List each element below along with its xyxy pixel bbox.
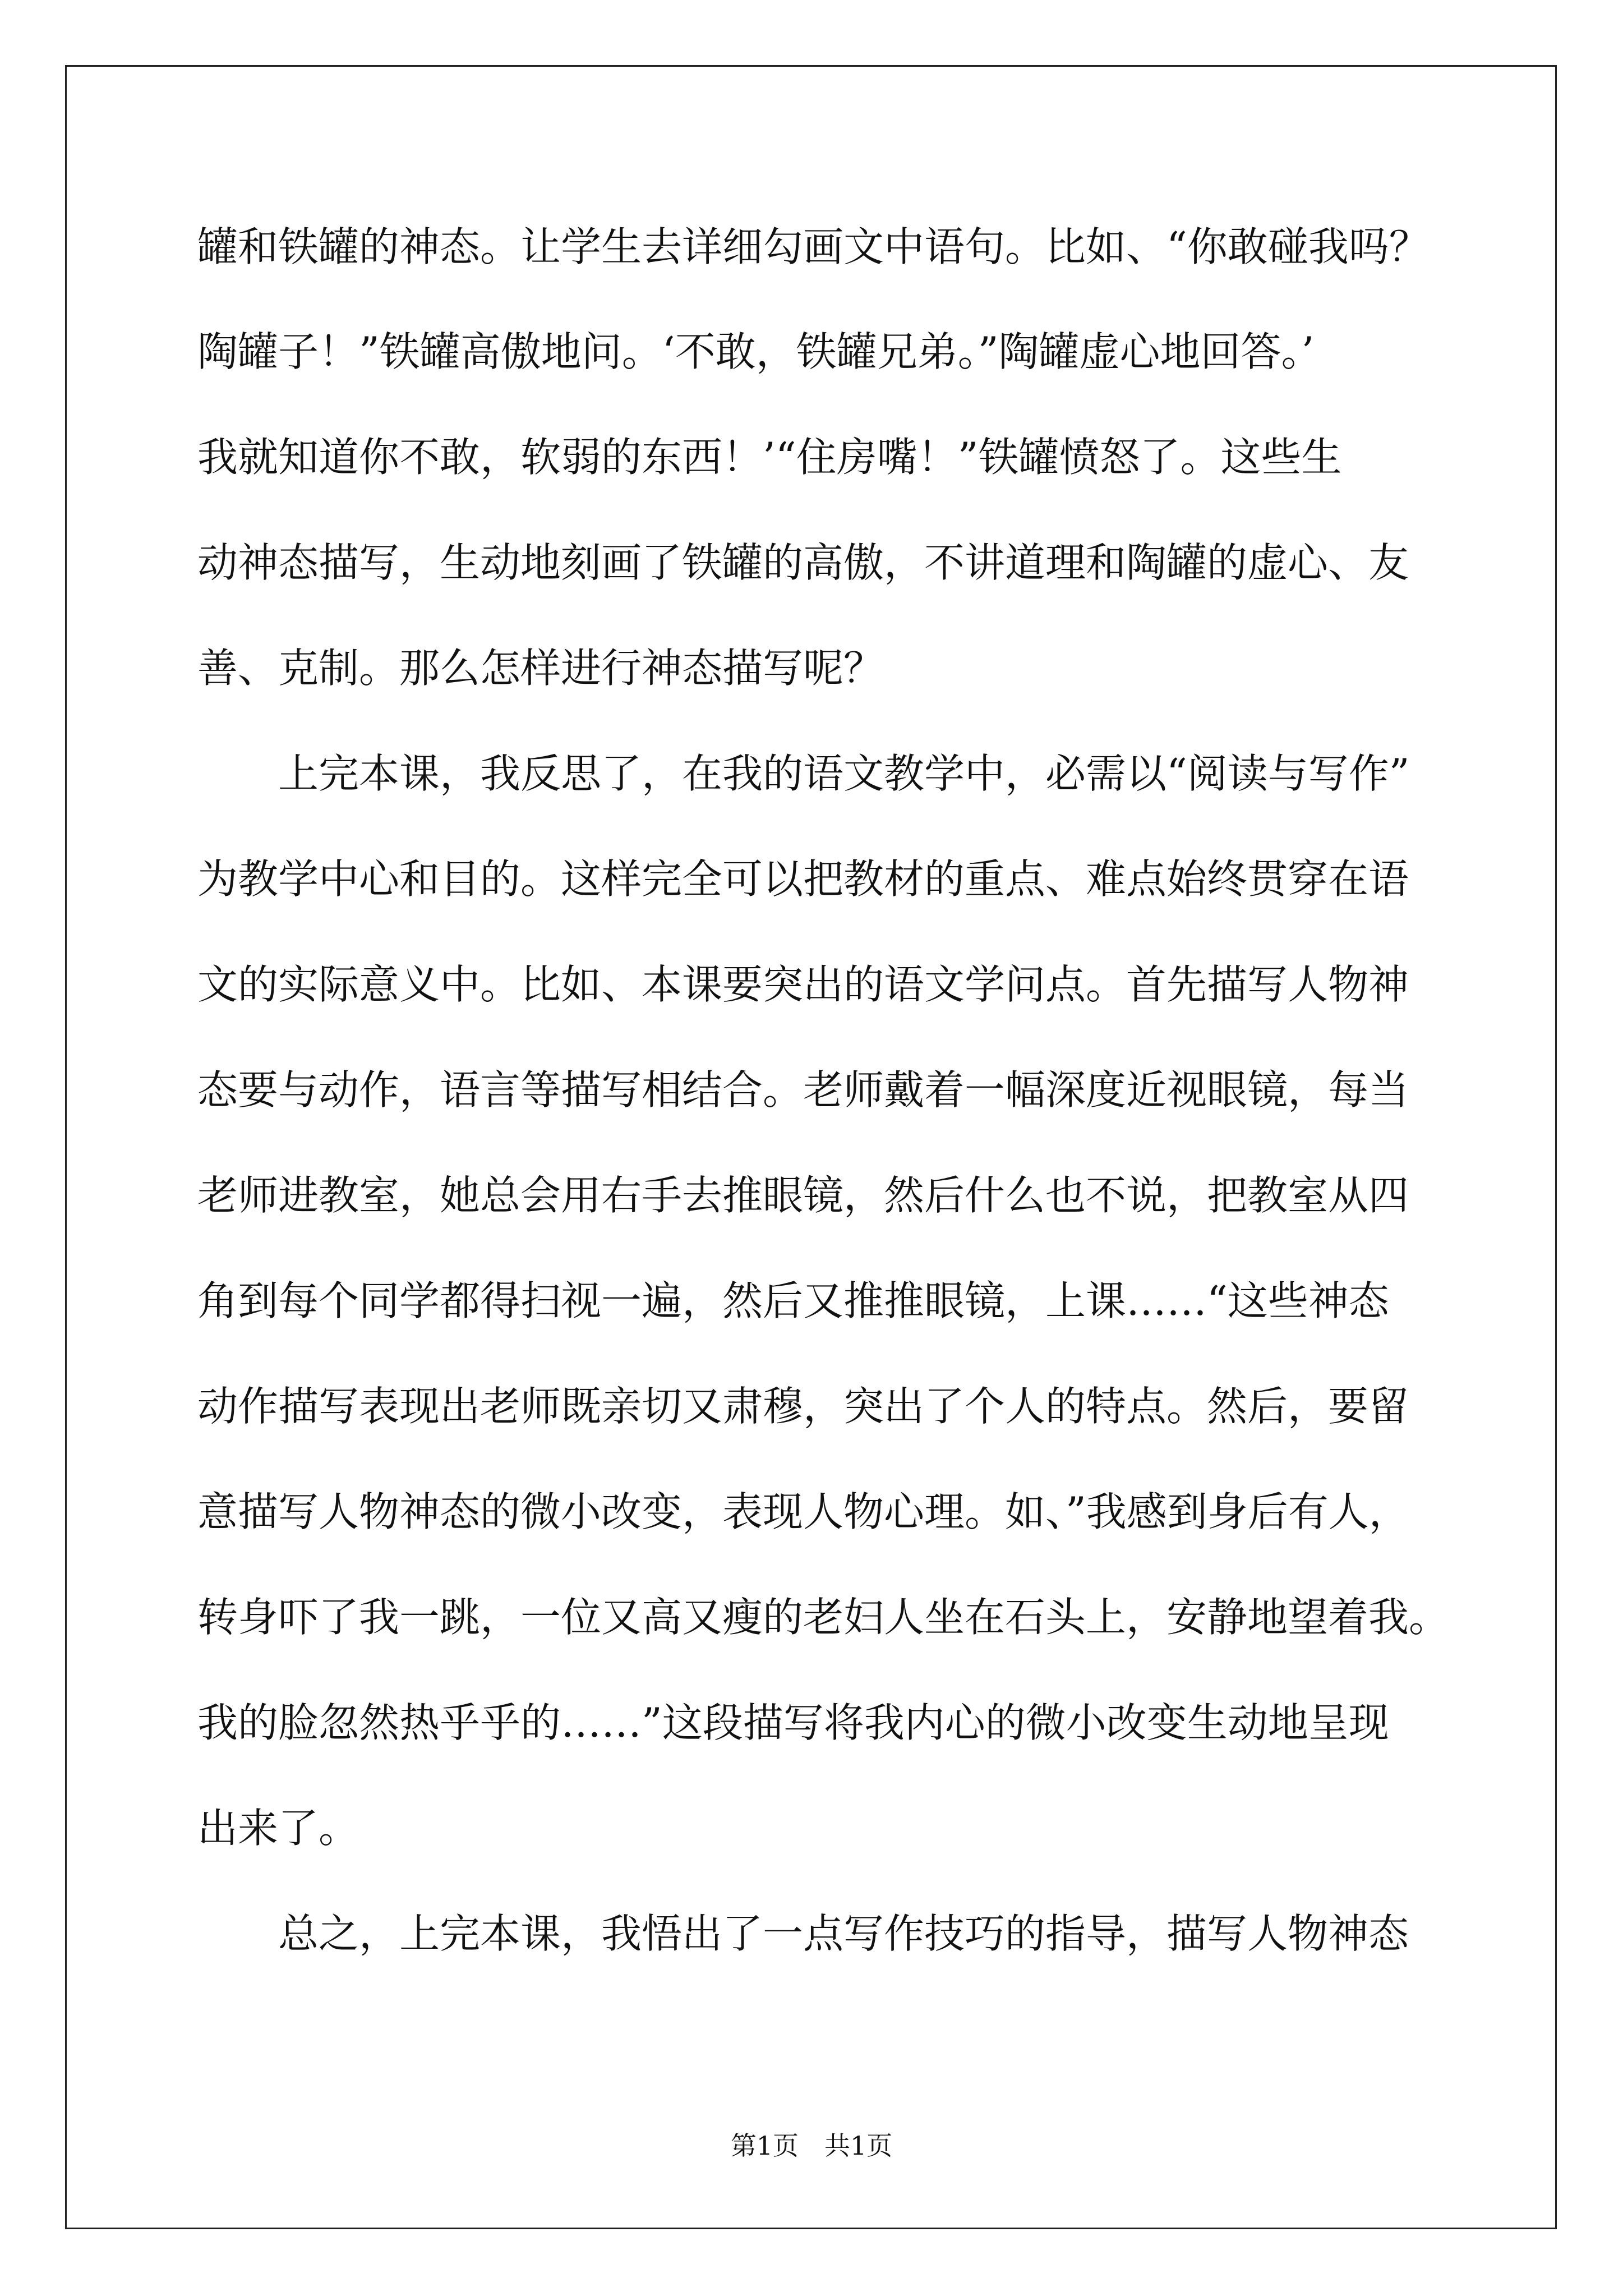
- text-line: 陶罐子！”铁罐高傲地问。‘不敢，铁罐兄弟。”陶罐虚心地回答。’: [197, 328, 1315, 375]
- text-line: 我就知道你不敢，软弱的东西！’“住房嘴！”铁罐愤怒了。这些生: [197, 434, 1342, 481]
- text-line: 善、克制。那么怎样进行神态描写呢？: [197, 645, 884, 692]
- text-line: 出来了。: [197, 1805, 359, 1852]
- text-line: 上完本课，我反思了，在我的语文教学中，必需以“阅读与写作”: [197, 750, 1410, 797]
- text-line: 动神态描写，生动地刻画了铁罐的高傲，不讲道理和陶罐的虚心、友: [197, 539, 1409, 586]
- text-line: 罐和铁罐的神态。让学生去详细勾画文中语句。比如、“你敢碰我吗？: [197, 223, 1430, 270]
- text-line: 老师进教室，她总会用右手去推眼镜，然后什么也不说，把教室从四: [197, 1172, 1409, 1219]
- text-line: 为教学中心和目的。这样完全可以把教材的重点、难点始终贯穿在语: [197, 855, 1409, 903]
- text-line: 文的实际意义中。比如、本课要突出的语文学问点。首先描写人物神: [197, 961, 1409, 1008]
- text-line: 总之，上完本课，我悟出了一点写作技巧的指导，描写人物神态: [197, 1910, 1409, 1957]
- page-border: [65, 65, 1557, 2229]
- text-line: 转身吓了我一跳，一位又高又瘦的老妇人坐在石头上，安静地望着我。: [197, 1594, 1450, 1641]
- text-line: 态要与动作，语言等描写相结合。老师戴着一幅深度近视眼镜，每当: [197, 1066, 1409, 1114]
- page-footer: 第1页 共1页: [730, 2131, 893, 2161]
- text-line: 角到每个同学都得扫视一遍，然后又推推眼镜，上课……“这些神态: [197, 1277, 1389, 1324]
- text-line: 我的脸忽然热乎乎的……”这段描写将我内心的微小改变生动地呈现: [197, 1699, 1389, 1746]
- text-line: 意描写人物神态的微小改变，表现人物心理。如、”我感到身后有人，: [197, 1488, 1409, 1535]
- text-line: 动作描写表现出老师既亲切又肃穆，突出了个人的特点。然后，要留: [197, 1383, 1409, 1430]
